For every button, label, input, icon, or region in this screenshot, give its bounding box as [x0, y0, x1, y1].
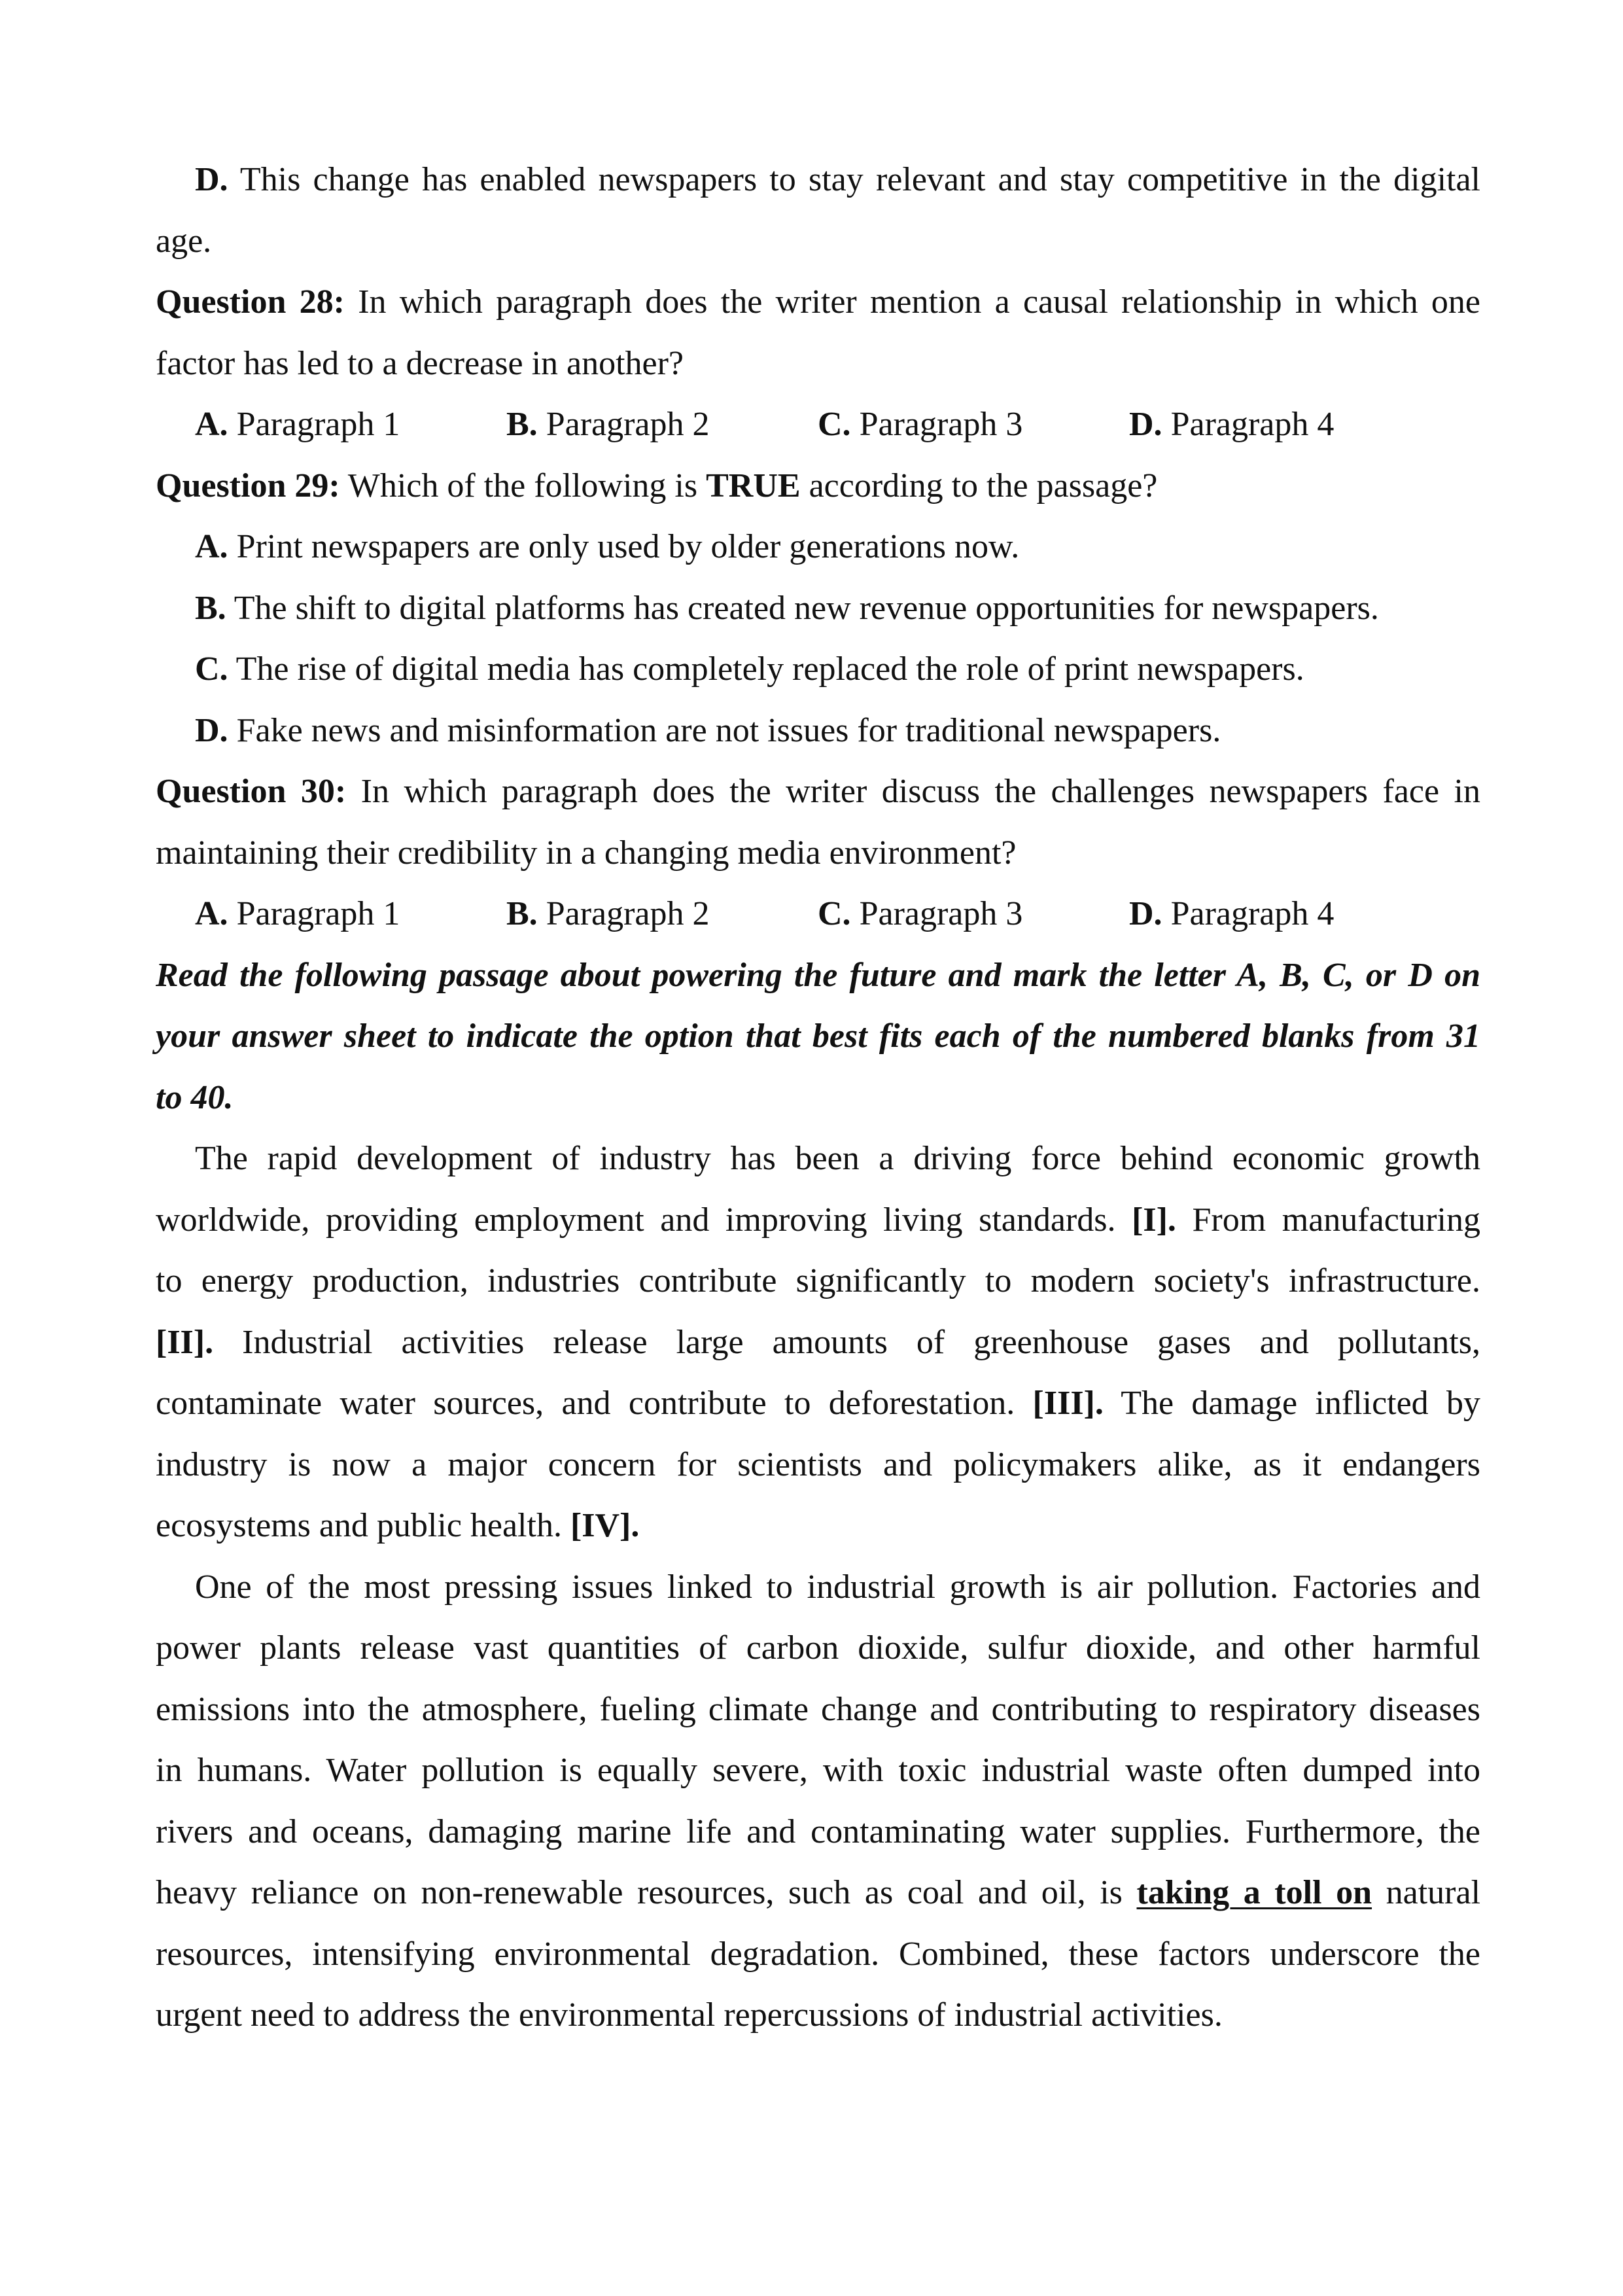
underlined-phrase: taking a toll on — [1136, 1874, 1372, 1911]
option-letter: A. — [195, 528, 228, 565]
q28-option-d — [1129, 394, 1440, 455]
question-text: according to the passage? — [800, 467, 1158, 504]
q28-option-c — [818, 394, 1129, 455]
instruction-line3: to 40. — [156, 1078, 234, 1116]
instruction-line1: Read the following passage about powering the future and mark the letter A, B, C, or D on — [156, 956, 1480, 994]
q29-option-a — [156, 516, 1480, 578]
q30-options — [156, 883, 1480, 945]
passage-text: From manufacturing — [1176, 1201, 1480, 1239]
option-text: The shift to digital platforms has created new revenue opportunities for newspapers. — [226, 589, 1379, 627]
passage-p2-line2: power plants release vast quantities of carbon dioxide, sulfur dioxide, and other harmful — [156, 1629, 1480, 1667]
q28-options — [156, 394, 1480, 455]
q27-option-d-line1 — [156, 149, 1480, 211]
q28-stem-line2: factor has led to a decrease in another? — [156, 344, 684, 382]
passage-p1-line3: to energy production, industries contribute significantly to modern society's infrastructure. — [156, 1262, 1480, 1299]
option-letter: D. — [195, 161, 228, 198]
q28-option-a — [195, 394, 506, 455]
passage-text: worldwide, providing employment and improving living standards. — [156, 1201, 1132, 1239]
option-letter: C. — [818, 895, 851, 932]
passage-text: The damage inflicted by — [1103, 1385, 1480, 1422]
passage-p1-line7 — [156, 1495, 1480, 1557]
q27-option-d-line2: age. — [156, 222, 212, 260]
q29-option-c — [156, 639, 1480, 700]
passage-text: heavy reliance on non-renewable resources, such as coal and oil, is — [156, 1874, 1137, 1911]
passage-p1-line1: The rapid development of industry has been a driving force behind economic growth — [195, 1140, 1480, 1177]
option-letter: A. — [195, 406, 228, 443]
passage-p2-line7: resources, intensifying environmental degradation. Combined, these factors underscore the — [156, 1935, 1480, 1973]
blank-marker: [IV]. — [570, 1507, 640, 1544]
q28-option-b — [506, 394, 818, 455]
passage-p1-line2 — [156, 1190, 1480, 1251]
question-label: Question 28: — [156, 283, 345, 321]
option-text: Paragraph 4 — [1162, 406, 1335, 443]
option-text: This change has enabled newspapers to stay relevant and stay competitive in the digital — [228, 161, 1480, 198]
option-letter: A. — [195, 895, 228, 932]
q29-option-b — [156, 578, 1480, 639]
blank-marker: [I]. — [1132, 1201, 1176, 1239]
question-text: Which of the following is — [340, 467, 707, 504]
option-text: Paragraph 2 — [537, 895, 710, 932]
option-letter: C. — [195, 650, 228, 688]
question-emphasis: TRUE — [706, 467, 801, 504]
option-text: Paragraph 3 — [850, 895, 1023, 932]
option-letter: D. — [195, 711, 228, 749]
option-letter: B. — [195, 589, 226, 627]
passage-text: Industrial activities release large amounts of greenhouse gases and pollutants, — [213, 1323, 1480, 1361]
passage-text: contaminate water sources, and contribute to deforestation. — [156, 1385, 1033, 1422]
option-letter: B. — [506, 895, 538, 932]
passage-p2-line5: rivers and oceans, damaging marine life and contaminating water supplies. Furthermore, the — [156, 1812, 1480, 1850]
passage-p1-line6: industry is now a major concern for scientists and policymakers alike, as it endangers — [156, 1445, 1480, 1483]
option-letter: D. — [1129, 406, 1162, 443]
passage-p1-line5 — [156, 1373, 1480, 1434]
passage-p2-line8: urgent need to address the environmental repercussions of industrial activities. — [156, 1996, 1223, 2034]
option-text: Paragraph 4 — [1162, 895, 1335, 932]
passage-p2-line3: emissions into the atmosphere, fueling climate change and contributing to respiratory diseases — [156, 1690, 1480, 1728]
option-text: Paragraph 3 — [850, 406, 1023, 443]
question-text: In which paragraph does the writer discuss the challenges newspapers face in — [346, 773, 1481, 810]
option-text: Paragraph 1 — [228, 895, 400, 932]
q29-stem — [156, 455, 1480, 517]
question-text: In which paragraph does the writer mention a causal relationship in which one — [344, 283, 1480, 321]
option-text: Paragraph 1 — [228, 406, 400, 443]
option-letter: C. — [818, 406, 851, 443]
passage-p2-line4: in humans. Water pollution is equally severe, with toxic industrial waste often dumped into — [156, 1752, 1480, 1789]
instruction-line2: your answer sheet to indicate the option that best fits each of the numbered blanks from 31 — [156, 1017, 1480, 1055]
passage-text: ecosystems and public health. — [156, 1507, 570, 1544]
option-text: Fake news and misinformation are not issues for traditional newspapers. — [228, 711, 1221, 749]
passage-text: natural — [1372, 1874, 1481, 1911]
q29-option-d — [156, 700, 1480, 762]
blank-marker: [III]. — [1032, 1385, 1104, 1422]
q30-stem-line2: maintaining their credibility in a changing media environment? — [156, 834, 1017, 872]
q30-stem-line1 — [156, 761, 1480, 822]
q30-option-d — [1129, 883, 1440, 945]
option-text: Print newspapers are only used by older generations now. — [228, 528, 1020, 565]
blank-marker: [II]. — [156, 1323, 214, 1361]
q30-option-c — [818, 883, 1129, 945]
q30-option-b — [506, 883, 818, 945]
option-letter: B. — [506, 406, 538, 443]
option-text: The rise of digital media has completely replaced the role of print newspapers. — [228, 650, 1304, 688]
q28-stem-line1 — [156, 272, 1480, 333]
passage-p2-line1: One of the most pressing issues linked to industrial growth is air pollution. Factories and — [195, 1568, 1480, 1606]
question-label: Question 30: — [156, 773, 347, 810]
passage-p2-line6 — [156, 1862, 1480, 1924]
option-text: Paragraph 2 — [537, 406, 710, 443]
option-letter: D. — [1129, 895, 1162, 932]
exam-content — [156, 149, 1480, 2046]
question-label: Question 29: — [156, 467, 340, 504]
passage-p1-line4 — [156, 1312, 1480, 1373]
q30-option-a — [195, 883, 506, 945]
